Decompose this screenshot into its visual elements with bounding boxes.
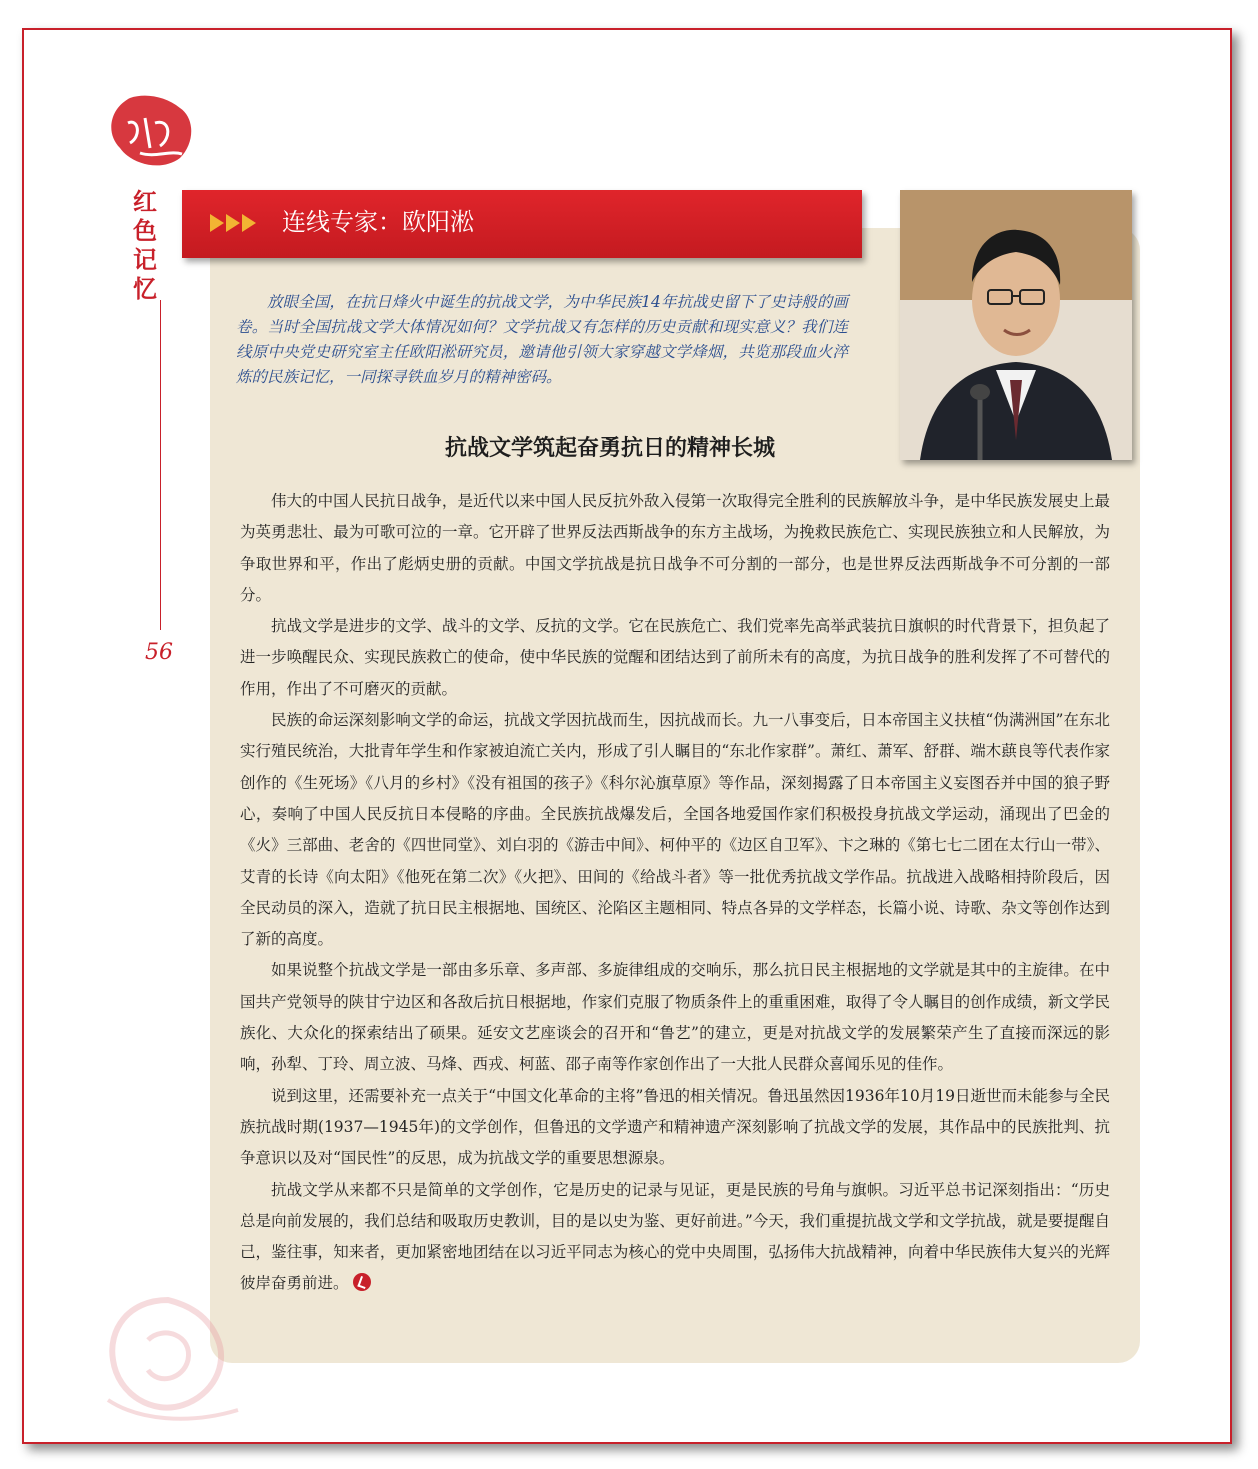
article-paragraph-text: 抗战文学从来都不只是简单的文学创作，它是历史的记录与见证，更是民族的号角与旗帜。习近平总书记深刻指出：“历史总是向前发展的，我们总结和吸取历史教训，目的是以史为鉴、更好前进。”今天，我们重提抗战文学和文学抗战，就是要提醒自己，鉴往事，知来者，更加紧密地团结在以习近平同志为核心的党中央周围，弘扬伟大抗战精神，向着中华民族伟大复兴的光辉彼岸奋勇前进。: [240, 1180, 1110, 1293]
end-mark-icon: [353, 1273, 371, 1291]
expert-banner: [182, 190, 862, 258]
calligraphy-logo: [100, 88, 200, 178]
expert-portrait: [900, 190, 1132, 460]
article-paragraph: 抗战文学是进步的文学、战斗的文学、反抗的文学。它在民族危亡、我们党率先高举武装抗日旗帜的时代背景下，担负起了进一步唤醒民众、实现民族救亡的使命，使中华民族的觉醒和团结达到了前所未有的高度，为抗日战争的胜利发挥了不可替代的作用，作出了不可磨灭的贡献。: [240, 617, 1110, 698]
article-body: [240, 486, 1110, 1300]
intro-paragraph: 放眼全国，在抗日烽火中诞生的抗战文学，为中华民族14年抗战史留下了史诗般的画卷。当时全国抗战文学大体情况如何？文学抗战又有怎样的历史贡献和现实意义？我们连线原中央党史研究室主任欧阳淞研究员，邀请他引领大家穿越文学烽烟，共览那段血火淬炼的民族记忆，一同探寻铁血岁月的精神密码。: [236, 293, 848, 386]
article-paragraph-last: [240, 1175, 1110, 1300]
page-number: 56: [145, 640, 173, 665]
triple-arrow-icon: [210, 210, 258, 236]
banner-title: 连线专家：欧阳淞: [282, 208, 474, 236]
sidebar-divider: [160, 300, 161, 630]
portrait-photo-icon: [900, 190, 1132, 460]
article-title: 抗战文学筑起奋勇抗日的精神长城: [445, 436, 776, 461]
article-paragraph: 民族的命运深刻影响文学的命运，抗战文学因抗战而生，因抗战而长。九一八事变后，日本帝国主义扶植“伪满洲国”在东北实行殖民统治，大批青年学生和作家被迫流亡关内，形成了引人瞩目的“东北作家群”。萧红、萧军、舒群、端木蕻良等代表作家创作的《生死场》《八月的乡村》《没有祖国的孩子》《科尔沁旗草原》等作品，深刻揭露了日本帝国主义妄图吞并中国的狼子野心，奏响了中国人民反抗日本侵略的序曲。全民族抗战爆发后，全国各地爱国作家们积极投身抗战文学运动，涌现出了巴金的《火》三部曲、老舍的《四世同堂》、刘白羽的《游击中间》、柯仲平的《边区自卫军》、卞之琳的《第七七二团在太行山一带》、艾青的长诗《向太阳》《他死在第二次》《火把》、田间的《给战斗者》等一批优秀抗战文学作品。抗战进入战略相持阶段后，因全民动员的深入，造就了抗日民主根据地、国统区、沦陷区主题相同、特点各异的文学样态，长篇小说、诗歌、杂文等创作达到了新的高度。: [240, 711, 1110, 949]
section-label: 红色记忆: [133, 188, 157, 303]
dragon-watermark-icon: [88, 1280, 248, 1430]
article-paragraph: 如果说整个抗战文学是一部由多乐章、多声部、多旋律组成的交响乐，那么抗日民主根据地的文学就是其中的主旋律。在中国共产党领导的陕甘宁边区和各敌后抗日根据地，作家们克服了物质条件上的重重困难，取得了令人瞩目的创作成绩，新文学民族化、大众化的探索结出了硕果。延安文艺座谈会的召开和“鲁艺”的建立，更是对抗战文学的发展繁荣产生了直接而深远的影响，孙犁、丁玲、周立波、马烽、西戎、柯蓝、邵子南等作家创作出了一大批人民群众喜闻乐见的佳作。: [240, 961, 1110, 1074]
article-paragraph: 说到这里，还需要补充一点关于“中国文化革命的主将”鲁迅的相关情况。鲁迅虽然因1936年10月19日逝世而未能参与全民族抗战时期(1937—1945年)的文学创作，但鲁迅的文学遗产和精神遗产深刻影响了抗战文学的发展，其作品中的民族批判、抗争意识以及对“国民性”的反思，成为抗战文学的重要思想源泉。: [240, 1086, 1110, 1168]
article-paragraph: 伟大的中国人民抗日战争，是近代以来中国人民反抗外敌入侵第一次取得完全胜利的民族解放斗争，是中华民族发展史上最为英勇悲壮、最为可歌可泣的一章。它开辟了世界反法西斯战争的东方主战场，为挽救民族危亡、实现民族独立和人民解放，为争取世界和平，作出了彪炳史册的贡献。中国文学抗战是抗日战争不可分割的一部分，也是世界反法西斯战争不可分割的一部分。: [240, 492, 1110, 604]
